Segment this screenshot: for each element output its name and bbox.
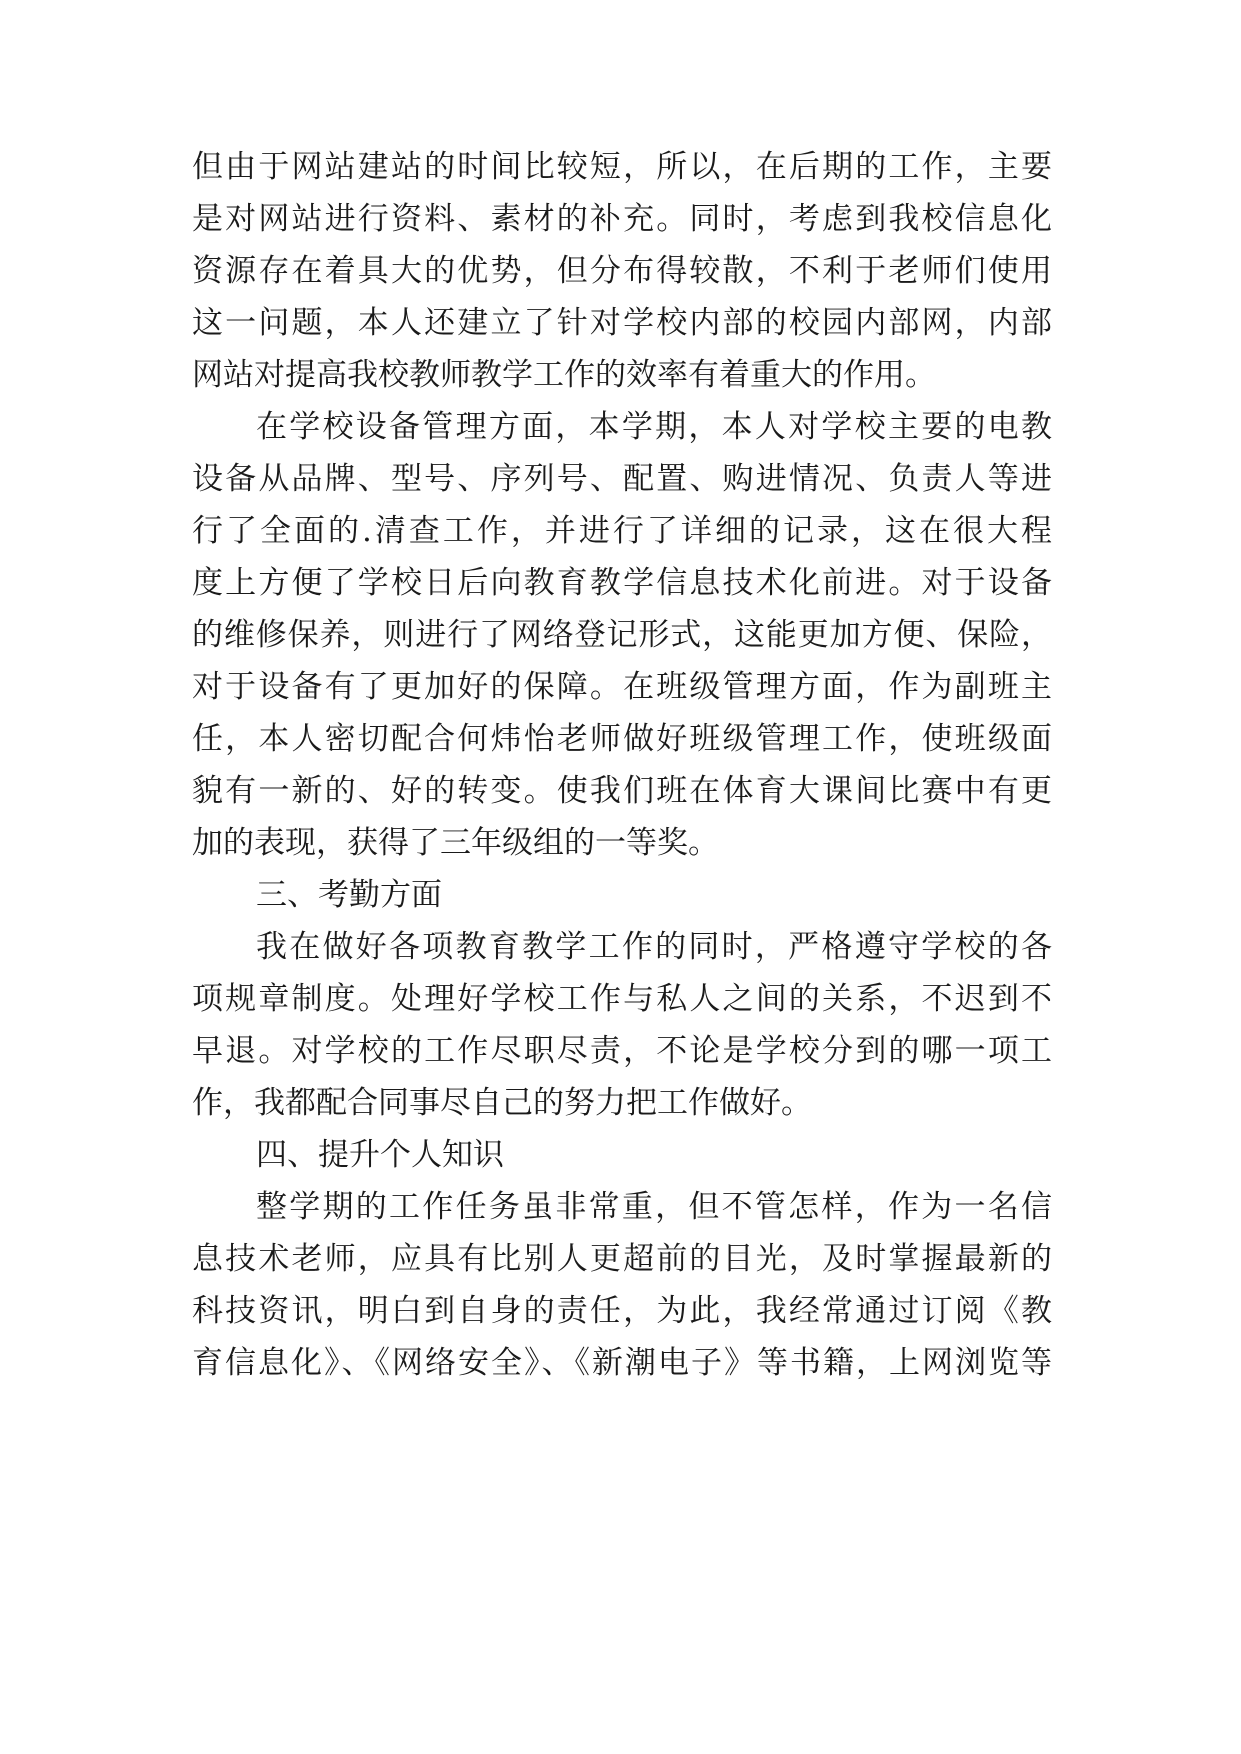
paragraph-line: 加的表现，获得了三年级组的一等奖。 — [192, 825, 719, 861]
paragraph-line: 任，本人密切配合何炜怡老师做好班级管理工作，使班级面 — [192, 721, 1052, 757]
section-heading: 四、提升个人知识 — [256, 1137, 504, 1173]
paragraph-line: 息技术老师，应具有比别人更超前的目光，及时掌握最新的 — [192, 1241, 1052, 1277]
paragraph-line: 是对网站进行资料、素材的补充。同时，考虑到我校信息化 — [192, 201, 1052, 237]
paragraph-line: 的维修保养，则进行了网络登记形式，这能更加方便、保险， — [192, 617, 1052, 653]
paragraph-line: 这一问题，本人还建立了针对学校内部的校园内部网，内部 — [192, 305, 1052, 341]
paragraph-line: 整学期的工作任务虽非常重，但不管怎样，作为一名信 — [256, 1189, 1052, 1225]
paragraph-line: 设备从品牌、型号、序列号、配置、购进情况、负责人等进 — [192, 461, 1052, 497]
paragraph-line: 行了全面的.清查工作，并进行了详细的记录，这在很大程 — [192, 513, 1052, 549]
paragraph-line: 育信息化》、《网络安全》、《新潮电子》等书籍，上网浏览等 — [192, 1345, 1052, 1381]
paragraph-line: 早退。对学校的工作尽职尽责，不论是学校分到的哪一项工 — [192, 1033, 1052, 1069]
paragraph-line: 在学校设备管理方面，本学期，本人对学校主要的电教 — [256, 409, 1052, 445]
paragraph-line: 貌有一新的、好的转变。使我们班在体育大课间比赛中有更 — [192, 773, 1052, 809]
paragraph-line: 作，我都配合同事尽自己的努力把工作做好。 — [192, 1085, 812, 1121]
paragraph-line: 网站对提高我校教师教学工作的效率有着重大的作用。 — [192, 357, 936, 393]
paragraph-line: 资源存在着具大的优势，但分布得较散，不利于老师们使用 — [192, 253, 1052, 289]
section-heading: 三、考勤方面 — [256, 877, 442, 913]
paragraph-line: 但由于网站建站的时间比较短，所以，在后期的工作，主要 — [192, 149, 1052, 185]
paragraph-line: 我在做好各项教育教学工作的同时，严格遵守学校的各 — [256, 929, 1052, 965]
paragraph-line: 度上方便了学校日后向教育教学信息技术化前进。对于设备 — [192, 565, 1052, 601]
paragraph-line: 项规章制度。处理好学校工作与私人之间的关系，不迟到不 — [192, 981, 1052, 1017]
paragraph-line: 对于设备有了更加好的保障。在班级管理方面，作为副班主 — [192, 669, 1052, 705]
paragraph-line: 科技资讯，明白到自身的责任，为此，我经常通过订阅《教 — [192, 1293, 1052, 1329]
